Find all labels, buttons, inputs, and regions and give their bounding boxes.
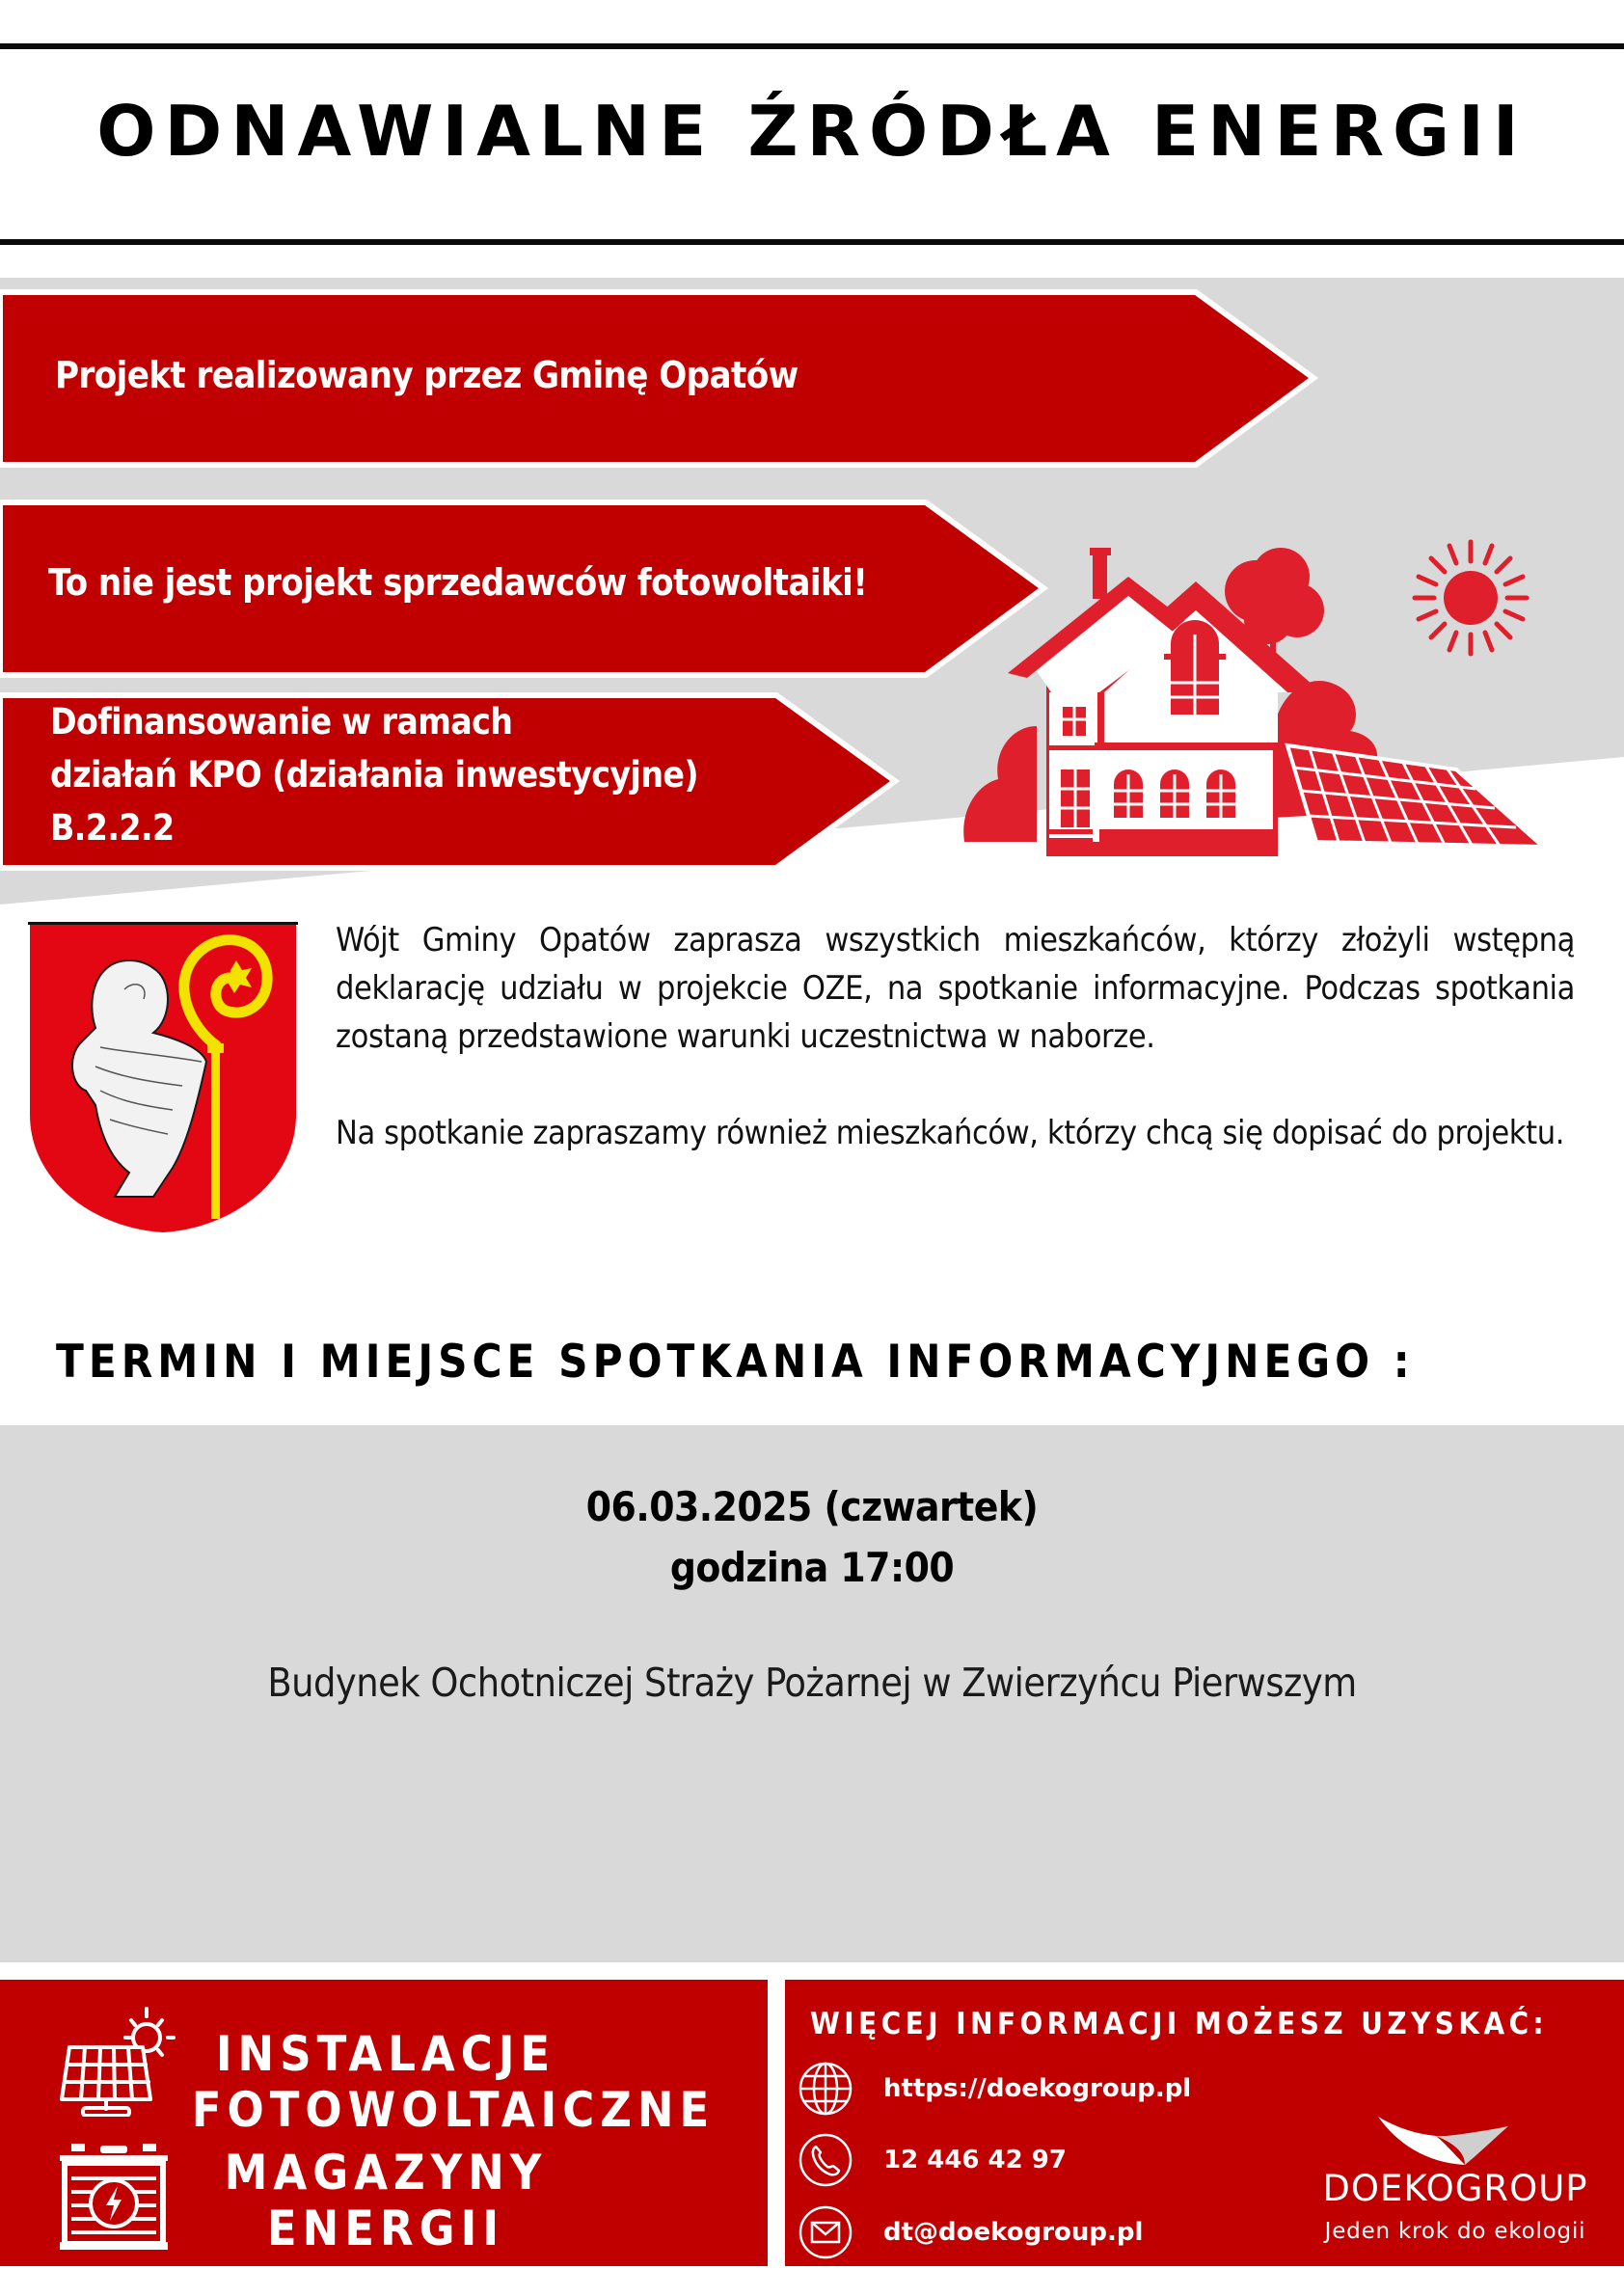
phone-number[interactable]: 12 446 42 97 xyxy=(883,2146,1067,2174)
contact-website[interactable] xyxy=(797,2060,1191,2118)
meeting-date: 06.03.2025 (czwartek) xyxy=(585,1483,1039,1530)
meeting-time: godzina 17:00 xyxy=(669,1544,955,1591)
meeting-details-panel xyxy=(0,1425,1624,1962)
website-link[interactable]: https://doekogroup.pl xyxy=(883,2074,1192,2103)
offer-pv-line-2: FOTOWOLTAICZNE xyxy=(191,2082,716,2138)
phone-icon xyxy=(797,2131,854,2189)
banner-text: Projekt realizowany przez Gminę Opatów xyxy=(55,354,798,396)
battery-icon xyxy=(60,2144,168,2250)
banner-text: To nie jest projekt sprzedawców fotowoltaiki! xyxy=(48,561,868,604)
banner-line: Dofinansowanie w ramach xyxy=(50,701,513,743)
contact-heading: WIĘCEJ INFORMACJI MOŻESZ UZYSKAĆ: xyxy=(810,2007,1549,2041)
envelope-icon xyxy=(797,2203,854,2261)
contact-phone[interactable] xyxy=(797,2131,1067,2189)
banner-project-by-gmina xyxy=(0,289,1321,468)
page-title: ODNAWIALNE ŹRÓDŁA ENERGII xyxy=(96,91,1528,172)
offer-panel xyxy=(0,1980,768,2266)
contact-email[interactable] xyxy=(797,2203,1143,2261)
solar-panel-icon xyxy=(50,2001,176,2117)
gmina-opatow-coat-of-arms xyxy=(28,922,298,1234)
banner-line: B.2.2.2 xyxy=(50,807,175,849)
globe-icon xyxy=(797,2060,854,2118)
email-address[interactable]: dt@doekogroup.pl xyxy=(883,2218,1144,2247)
meeting-heading: TERMIN I MIEJSCE SPOTKANIA INFORMACYJNEGO : xyxy=(56,1336,1415,1389)
logo-name-bold: DOEKO xyxy=(1322,2168,1455,2209)
contact-panel xyxy=(785,1980,1624,2266)
intro-paragraph: Na spotkanie zapraszamy również mieszkańców, którzy chcą się dopisać do projektu. xyxy=(336,1114,1565,1152)
doekogroup-logo-text xyxy=(1306,2168,1605,2209)
house-with-solar-panel-illustration xyxy=(955,528,1572,866)
banner-text-multiline xyxy=(50,695,698,854)
banner-not-pv-sellers xyxy=(0,500,1051,678)
banner-kpo-funding xyxy=(0,692,902,871)
offer-storage-line-1: MAGAZYNY xyxy=(224,2145,548,2201)
offer-storage-line-2: ENERGII xyxy=(266,2201,505,2256)
meeting-place: Budynek Ochotniczej Straży Pożarnej w Zwierzyńcu Pierwszym xyxy=(267,1660,1357,1706)
intro-paragraph: Wójt Gminy Opatów zaprasza wszystkich mieszkańców, którzy złożyli wstępną deklarację udziału w projekcie OZE, na spotkanie informacyjne. Podczas spotkania zostaną przedstawione warunki uczestnictwa w naborze. xyxy=(336,921,1575,1056)
logo-tagline: Jeden krok do ekologii xyxy=(1324,2219,1586,2244)
offer-pv-line-1: INSTALACJE xyxy=(215,2026,556,2082)
header-bottom-rule xyxy=(0,239,1624,245)
header-top-rule xyxy=(0,43,1624,49)
banner-line: działań KPO (działania inwestycyjne) xyxy=(50,754,699,796)
doekogroup-logo-mark xyxy=(1378,2115,1513,2173)
logo-name-light: GROUP xyxy=(1454,2168,1588,2209)
intro-text xyxy=(336,916,1575,1157)
